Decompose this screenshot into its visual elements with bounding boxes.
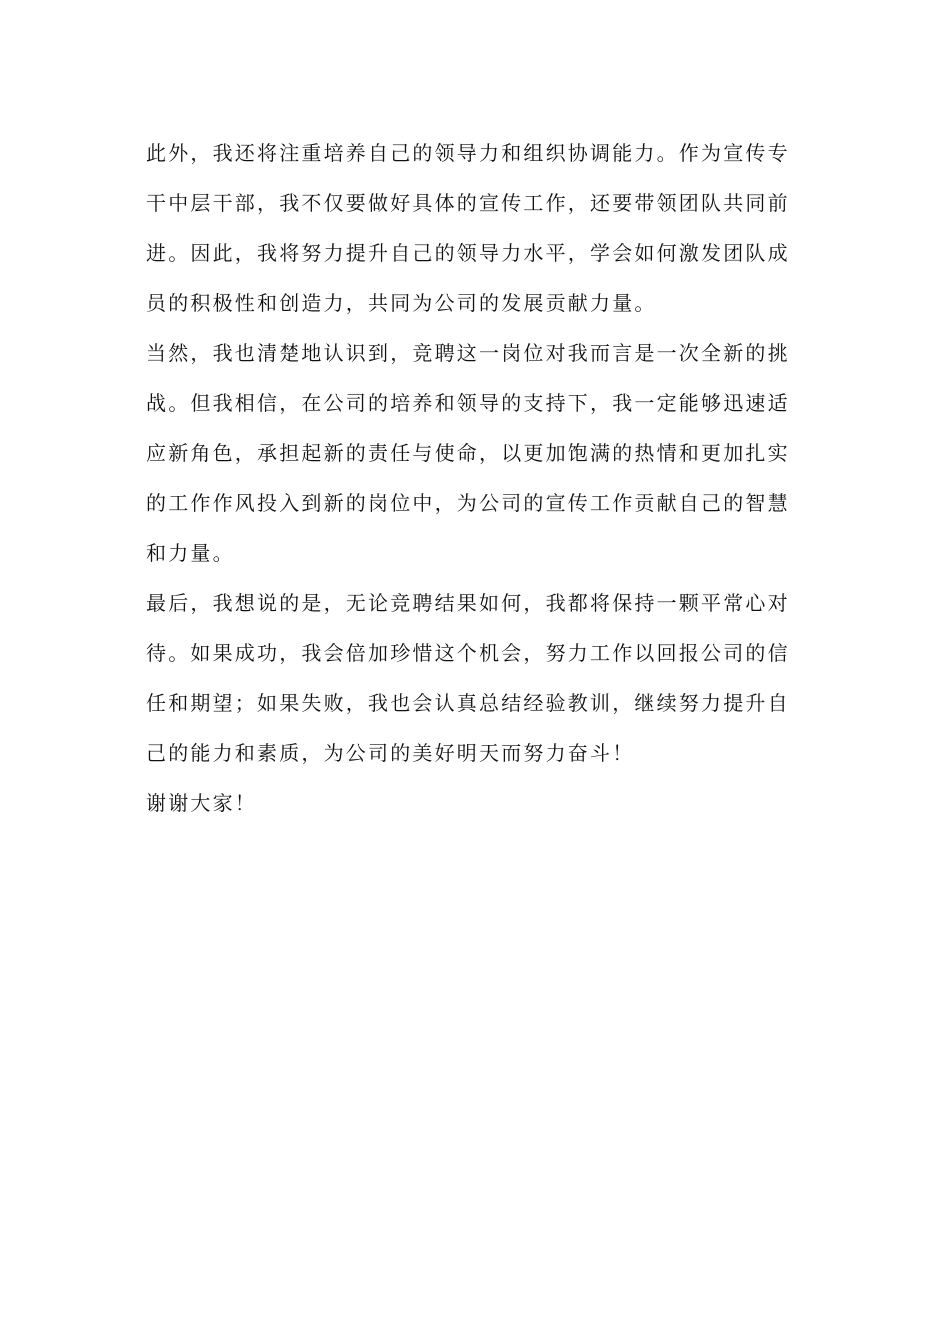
text-line: 干中层干部，我不仅要做好具体的宣传工作，还要带领团队共同前: [146, 191, 790, 215]
text-line: 战。但我相信，在公司的培养和领导的支持下，我一定能够迅速适: [146, 391, 790, 415]
text-line: 谢谢大家！: [146, 791, 257, 815]
text-line: 进。因此，我将努力提升自己的领导力水平，学会如何激发团队成: [146, 241, 790, 265]
paragraph-conclusion: [146, 578, 811, 778]
document-body: [146, 128, 811, 828]
paragraph-leadership: [146, 128, 811, 328]
text-line: 己的能力和素质，为公司的美好明天而努力奋斗！: [146, 741, 635, 765]
text-line: 此外，我还将注重培养自己的领导力和组织协调能力。作为宣传专: [146, 141, 790, 165]
text-line: 待。如果成功，我会倍加珍惜这个机会，努力工作以回报公司的信: [146, 641, 790, 665]
text-line: 员的积极性和创造力，共同为公司的发展贡献力量。: [146, 291, 657, 315]
text-line: 最后，我想说的是，无论竞聘结果如何，我都将保持一颗平常心对: [146, 591, 790, 615]
text-line: 和力量。: [146, 541, 235, 565]
paragraph-challenge: [146, 328, 811, 578]
text-line: 应新角色，承担起新的责任与使命，以更加饱满的热情和更加扎实: [146, 441, 790, 465]
text-line: 任和期望；如果失败，我也会认真总结经验教训，继续努力提升自: [146, 691, 790, 715]
text-line: 的工作作风投入到新的岗位中，为公司的宣传工作贡献自己的智慧: [146, 491, 790, 515]
text-line: 当然，我也清楚地认识到，竞聘这一岗位对我而言是一次全新的挑: [146, 341, 790, 365]
paragraph-thanks: [146, 778, 811, 828]
